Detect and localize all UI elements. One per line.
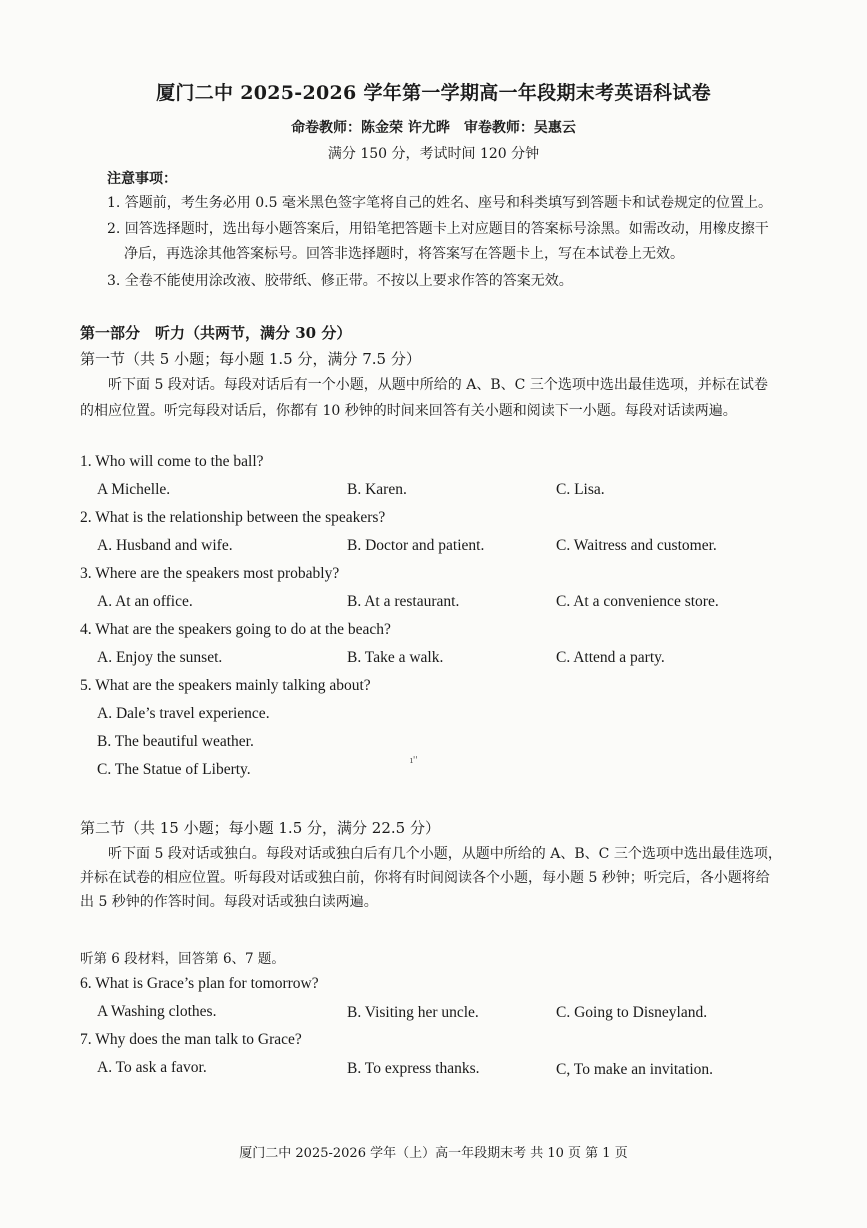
score-time-line: 满分 150 分，考试时间 120 分钟 [327, 146, 540, 162]
question-4-option-c: C. Attend a party. [556, 649, 665, 666]
question-6-option-c: C. Going to Disneyland. [556, 1004, 708, 1021]
question-7-option-c: C, To make an invitation. [556, 1061, 714, 1078]
question-3-stem: 3. Where are the speakers most probably? [80, 565, 340, 582]
question-4-option-a: A. Enjoy the sunset. [97, 649, 223, 666]
question-3-option-c: C. At a convenience store. [556, 593, 719, 610]
question-2-option-a: A. Husband and wife. [97, 537, 233, 554]
section2-instructions-2: 并标在试卷的相应位置。听每段对话或独白前，你将有时间阅读各个小题，每小题 5 秒钟；听完后，各小题将给 [80, 870, 770, 886]
part1-heading: 第一部分 听力（共两节，满分 30 分） [80, 324, 352, 342]
question-4-stem: 4. What are the speakers going to do at the beach? [80, 621, 391, 638]
section2-instructions-3: 出 5 秒钟的作答时间。每段对话或独白读两遍。 [80, 894, 378, 910]
material-note: 听第 6 段材料，回答第 6、7 题。 [80, 951, 285, 967]
question-1-option-a: A Michelle. [97, 481, 171, 498]
teachers-line: 命卷教师：陈金荣 许尤晔 审卷教师：吴惠云 [291, 120, 576, 136]
question-6-option-a: A Washing clothes. [97, 1003, 217, 1020]
note-item-3: 3. 全卷不能使用涂改液、胶带纸、修正带。不按以上要求作答的答案无效。 [107, 273, 573, 289]
question-1-stem: 1. Who will come to the ball? [80, 453, 264, 470]
question-3-option-a: A. At an office. [97, 593, 193, 610]
note-item-1: 1. 答题前，考生务必用 0.5 毫米黑色签字笔将自己的姓名、座号和科类填写到答题卡和试卷规定的位置上。 [107, 195, 772, 211]
section2-instructions-1: 听下面 5 段对话或独白。每段对话或独白后有几个小题，从题中所给的 A、B、C 三个选项中选出最佳选项， [108, 846, 782, 862]
question-2-stem: 2. What is the relationship between the speakers? [80, 509, 386, 526]
section1-instructions-2: 的相应位置。听完每段对话后，你都有 10 秒钟的时间来回答有关小题和阅读下一小题。每段对话读两遍。 [80, 403, 737, 419]
question-7-option-b: B. To express thanks. [347, 1060, 480, 1077]
question-1-option-c: C. Lisa. [556, 481, 605, 498]
note-item-2-cont: 净后，再选涂其他答案标号。回答非选择题时，将答案写在答题卡上，写在本试卷上无效。 [124, 246, 684, 262]
question-3-option-b: B. At a restaurant. [347, 593, 460, 610]
question-5-option-c: C. The Statue of Liberty. [97, 761, 251, 778]
exam-title: 厦门二中 2025-2026 学年第一学期高一年段期末考英语科试卷 [156, 82, 711, 104]
question-7-option-a: A. To ask a favor. [97, 1059, 207, 1076]
question-5-stem: 5. What are the speakers mainly talking about? [80, 677, 371, 694]
question-4-option-b: B. Take a walk. [347, 649, 444, 666]
question-6-stem: 6. What is Grace’s plan for tomorrow? [80, 975, 319, 992]
question-2-option-b: B. Doctor and patient. [347, 537, 485, 554]
question-2-option-c: C. Waitress and customer. [556, 537, 717, 554]
question-5-option-a: A. Dale’s travel experience. [97, 705, 270, 722]
question-6-option-b: B. Visiting her uncle. [347, 1004, 479, 1021]
note-item-2: 2. 回答选择题时，选出每小题答案后，用铅笔把答题卡上对应题目的答案标号涂黑。如需改动，用橡皮擦干 [107, 221, 769, 237]
question-7-stem: 7. Why does the man talk to Grace? [80, 1031, 302, 1048]
section1-heading: 第一节（共 5 小题；每小题 1.5 分，满分 7.5 分） [80, 350, 421, 368]
question-5-option-b: B. The beautiful weather. [97, 733, 254, 750]
question-1-option-b: B. Karen. [347, 481, 407, 498]
page-footer: 厦门二中 2025-2026 学年（上）高一年段期末考 共 10 页 第 1 页 [239, 1146, 628, 1161]
section1-instructions-1: 听下面 5 段对话。每段对话后有一个小题，从题中所给的 A、B、C 三个选项中选出最佳选项，并标在试卷 [108, 377, 768, 393]
notes-heading: 注意事项： [107, 171, 177, 187]
scan-speck: ı'' [410, 756, 418, 766]
section2-heading: 第二节（共 15 小题；每小题 1.5 分，满分 22.5 分） [80, 819, 440, 837]
